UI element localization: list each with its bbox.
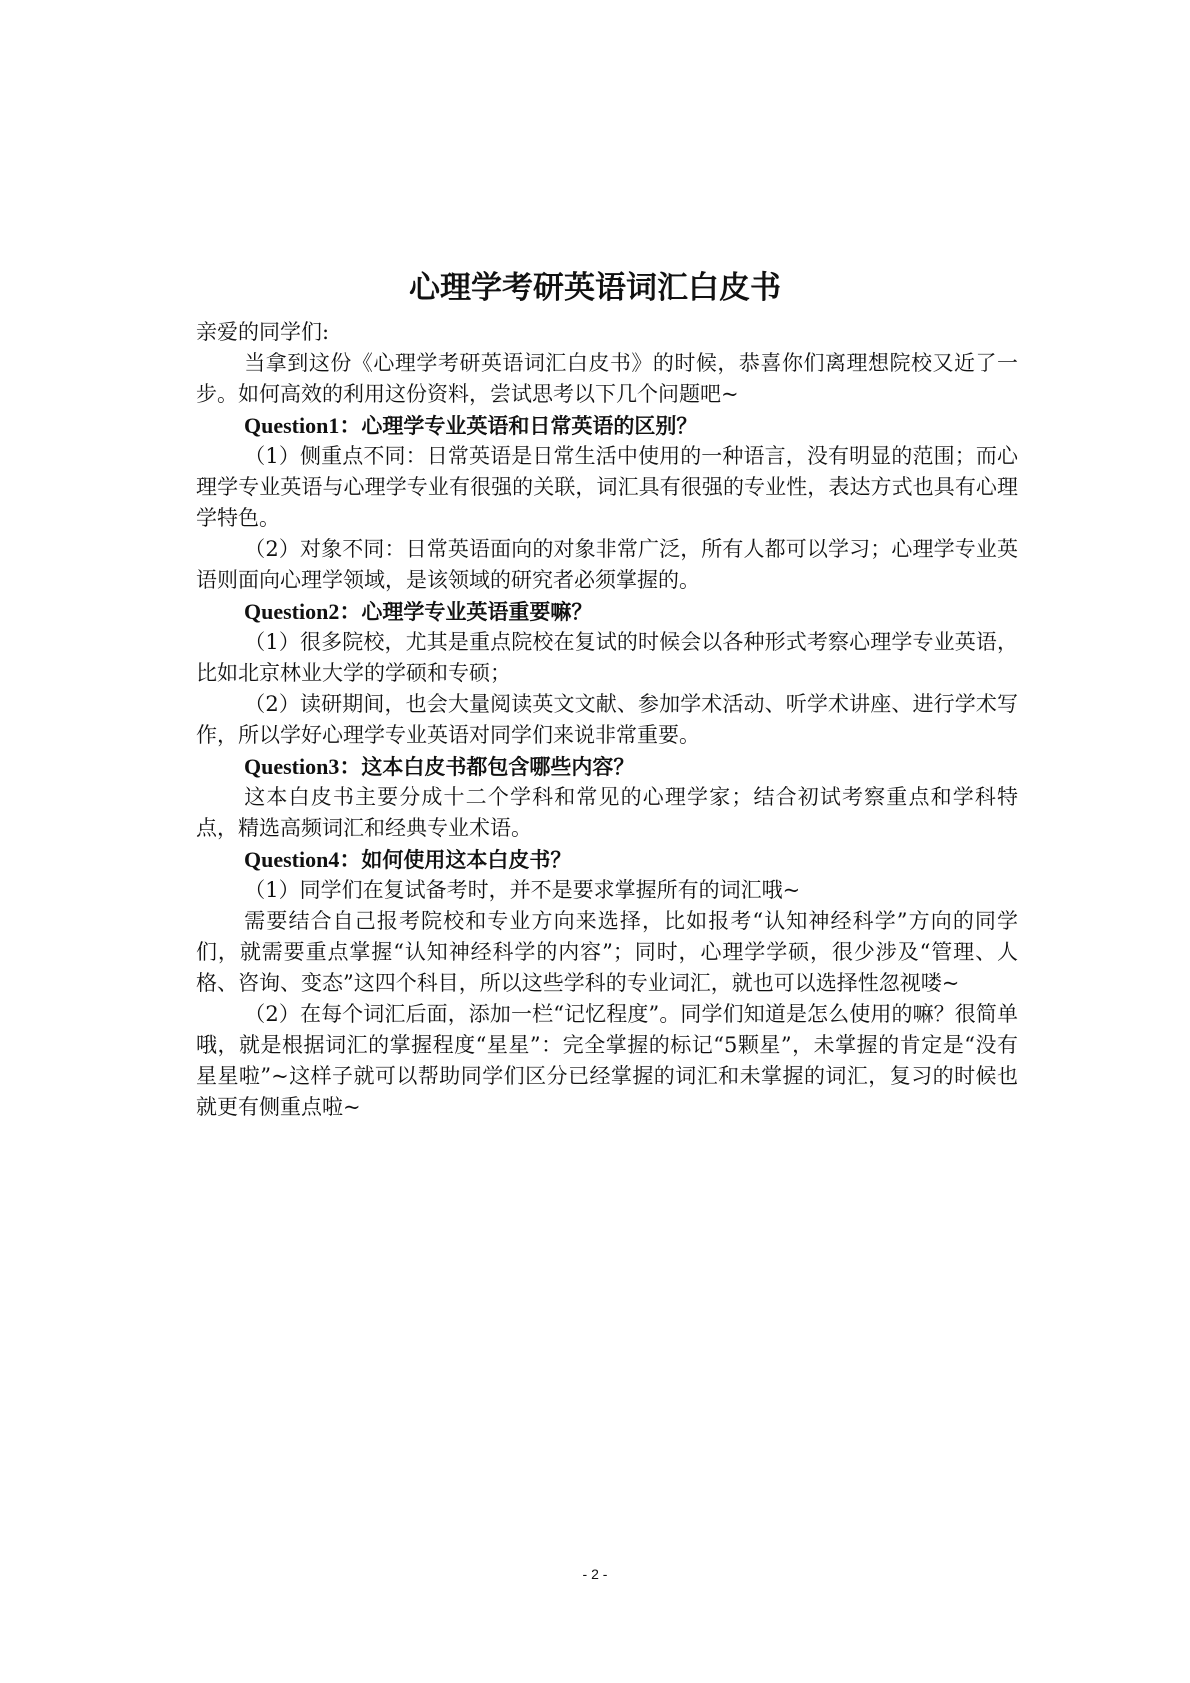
document-body — [196, 317, 1018, 1123]
page-title: 心理学考研英语词汇白皮书 — [409, 270, 781, 306]
question-1-text: 心理学专业英语和日常英语的区别？ — [361, 413, 698, 438]
question-3-text: 这本白皮书都包含哪些内容？ — [361, 754, 635, 779]
question-4-text: 如何使用这本白皮书？ — [361, 847, 572, 872]
question-4-paragraph-2: 需要结合自己报考院校和专业方向来选择，比如报考“认知神经科学”方向的同学们，就需要重点掌握“认知神经科学的内容”；同时，心理学学硕，很少涉及“管理、人格、咨询、变态”这四个科目，所以这些学科的专业词汇，就也可以选择性忽视喽~ — [196, 909, 1018, 995]
question-2-heading — [196, 596, 1018, 627]
question-2-paragraph-1: （1）很多院校，尤其是重点院校在复试的时候会以各种形式考察心理学专业英语，比如北京林业大学的学硕和专硕； — [196, 630, 1018, 685]
question-3-label: Question3： — [244, 754, 362, 779]
question-4-label: Question4： — [244, 847, 362, 872]
question-2-paragraph-2: （2）读研期间，也会大量阅读英文文献、参加学术活动、听学术讲座、进行学术写作，所以学好心理学专业英语对同学们来说非常重要。 — [196, 692, 1018, 747]
question-2-label: Question2： — [244, 599, 362, 624]
question-2-text: 心理学专业英语重要嘛？ — [361, 599, 593, 624]
question-4-paragraph-1: （1）同学们在复试备考时，并不是要求掌握所有的词汇哦~ — [244, 878, 801, 902]
intro-paragraph: 当拿到这份《心理学考研英语词汇白皮书》的时候，恭喜你们离理想院校又近了一步。如何高效的利用这份资料，尝试思考以下几个问题吧~ — [196, 351, 1018, 406]
greeting: 亲爱的同学们: — [196, 320, 330, 344]
question-1-paragraph-2: （2）对象不同：日常英语面向的对象非常广泛，所有人都可以学习；心理学专业英语则面向心理学领域，是该领域的研究者必须掌握的。 — [196, 537, 1018, 592]
question-4-paragraph-3: （2）在每个词汇后面，添加一栏“记忆程度”。同学们知道是怎么使用的嘛？很简单哦，就是根据词汇的掌握程度“星星”：完全掌握的标记“5颗星”，未掌握的肯定是“没有星星啦”~这样子就可以帮助同学们区分已经掌握的词汇和未掌握的词汇，复习的时候也就更有侧重点啦~ — [196, 1002, 1018, 1119]
question-1-heading — [196, 410, 1018, 441]
question-4-heading — [196, 844, 1018, 875]
question-1-paragraph-1: （1）侧重点不同：日常英语是日常生活中使用的一种语言，没有明显的范围；而心理学专业英语与心理学专业有很强的关联，词汇具有很强的专业性，表达方式也具有心理学特色。 — [196, 444, 1018, 530]
question-3-paragraph-1: 这本白皮书主要分成十二个学科和常见的心理学家；结合初试考察重点和学科特点，精选高频词汇和经典专业术语。 — [196, 785, 1018, 840]
question-3-heading — [196, 751, 1018, 782]
question-1-label: Question1： — [244, 413, 362, 438]
page-number: - 2 - — [582, 1566, 608, 1582]
